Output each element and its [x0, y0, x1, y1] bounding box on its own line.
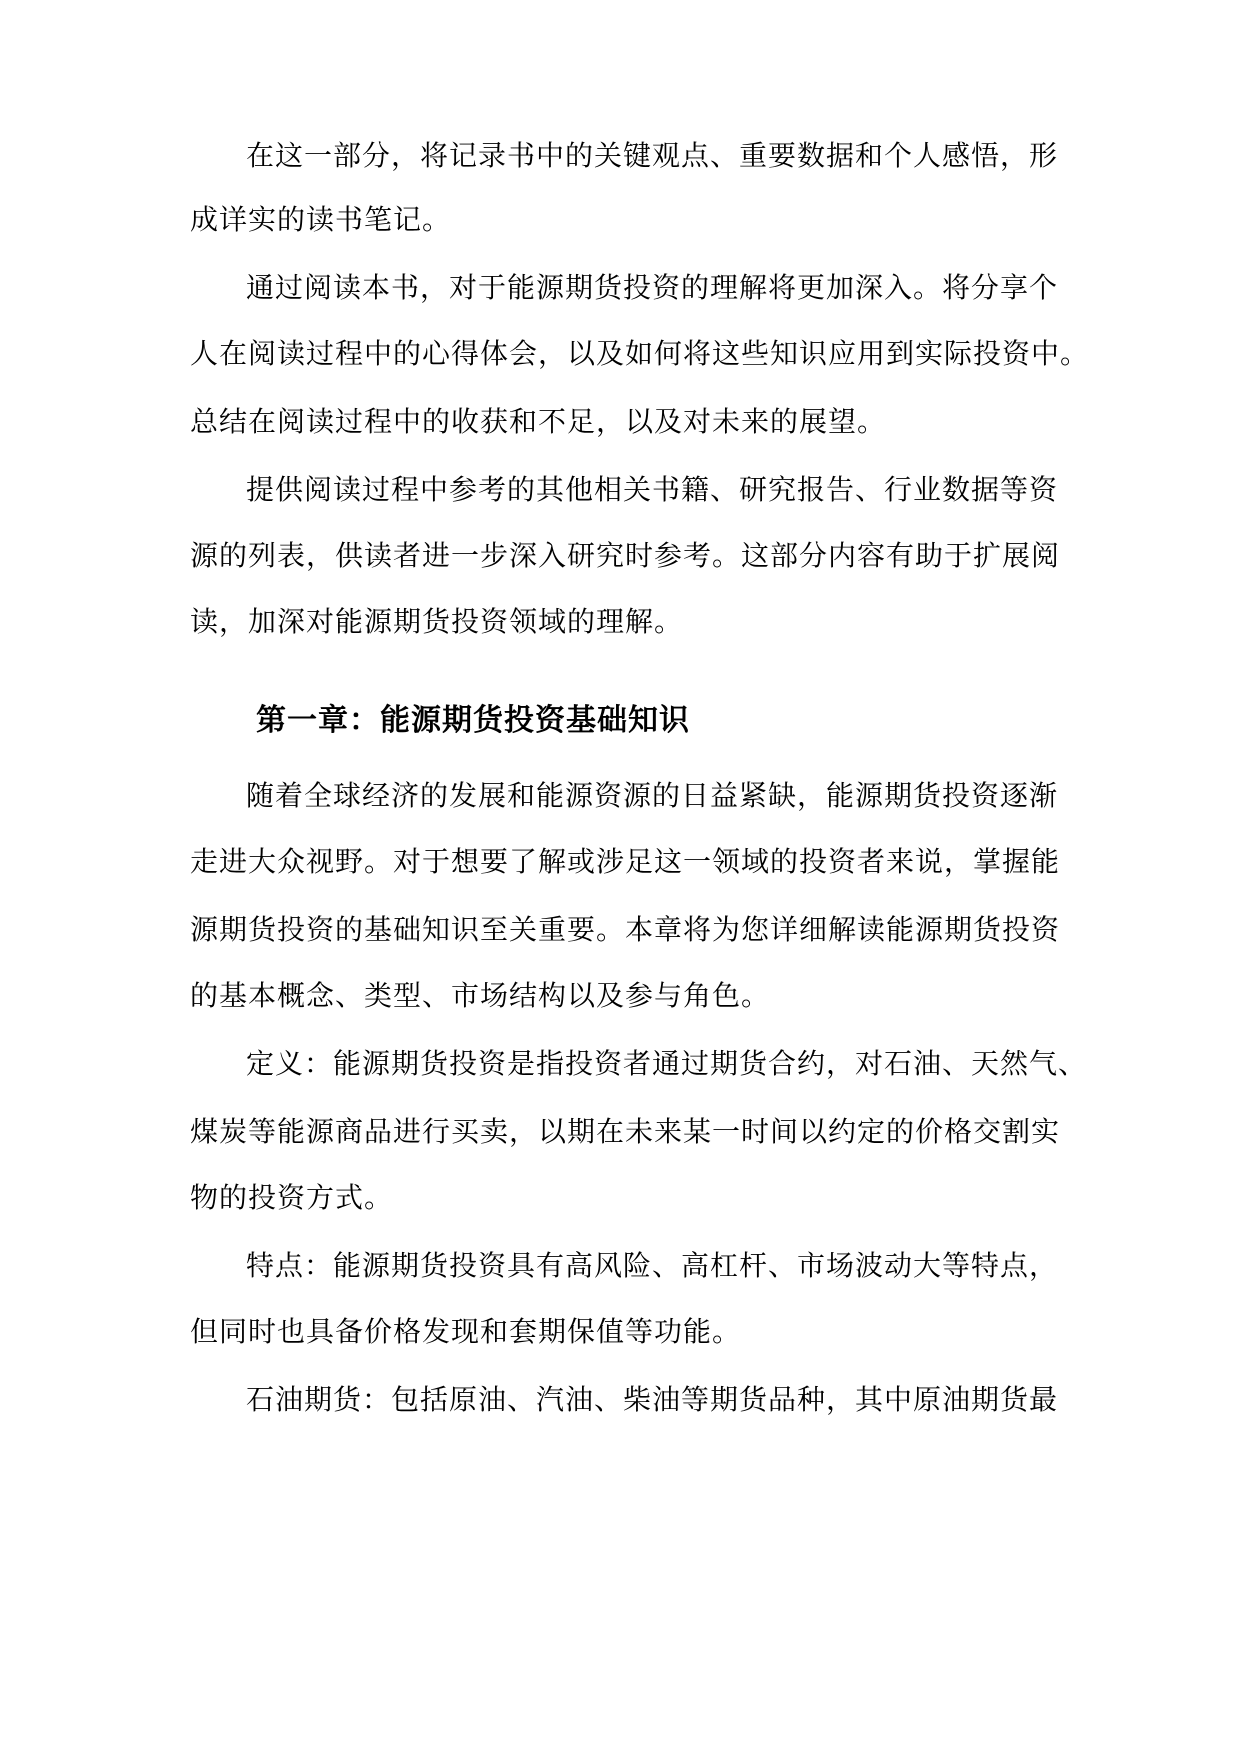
paragraph-line: 源期货投资的基础知识至关重要。本章将为您详细解读能源期货投资: [190, 913, 1061, 946]
paragraph-line: 走进大众视野。对于想要了解或涉足这一领域的投资者来说，掌握能: [190, 845, 1061, 878]
paragraph-line: 在这一部分，将记录书中的关键观点、重要数据和个人感悟，形: [246, 139, 1059, 172]
paragraph-line: 特点：能源期货投资具有高风险、高杠杆、市场波动大等特点，: [246, 1249, 1059, 1282]
paragraph-line: 但同时也具备价格发现和套期保值等功能。: [190, 1315, 742, 1348]
paragraph-line: 成详实的读书笔记。: [190, 203, 452, 236]
paragraph-line: 总结在阅读过程中的收获和不足，以及对未来的展望。: [190, 405, 887, 438]
paragraph-line: 人在阅读过程中的心得体会，以及如何将这些知识应用到实际投资中。: [190, 337, 1090, 370]
paragraph-line: 石油期货：包括原油、汽油、柴油等期货品种，其中原油期货最: [246, 1383, 1059, 1416]
paragraph-line: 定义：能源期货投资是指投资者通过期货合约，对石油、天然气、: [246, 1047, 1088, 1080]
chapter-title: 第一章：能源期货投资基础知识: [256, 703, 690, 738]
paragraph-line: 随着全球经济的发展和能源资源的日益紧缺，能源期货投资逐渐: [246, 779, 1059, 812]
paragraph-line: 煤炭等能源商品进行买卖，以期在未来某一时间以约定的价格交割实: [190, 1115, 1061, 1148]
paragraph-line: 物的投资方式。: [190, 1181, 394, 1214]
paragraph-line: 提供阅读过程中参考的其他相关书籍、研究报告、行业数据等资: [246, 473, 1059, 506]
paragraph-line: 读，加深对能源期货投资领域的理解。: [190, 605, 684, 638]
paragraph-line: 的基本概念、类型、市场结构以及参与角色。: [190, 979, 771, 1012]
paragraph-line: 源的列表，供读者进一步深入研究时参考。这部分内容有助于扩展阅: [190, 539, 1061, 572]
paragraph-line: 通过阅读本书，对于能源期货投资的理解将更加深入。将分享个: [246, 271, 1059, 304]
